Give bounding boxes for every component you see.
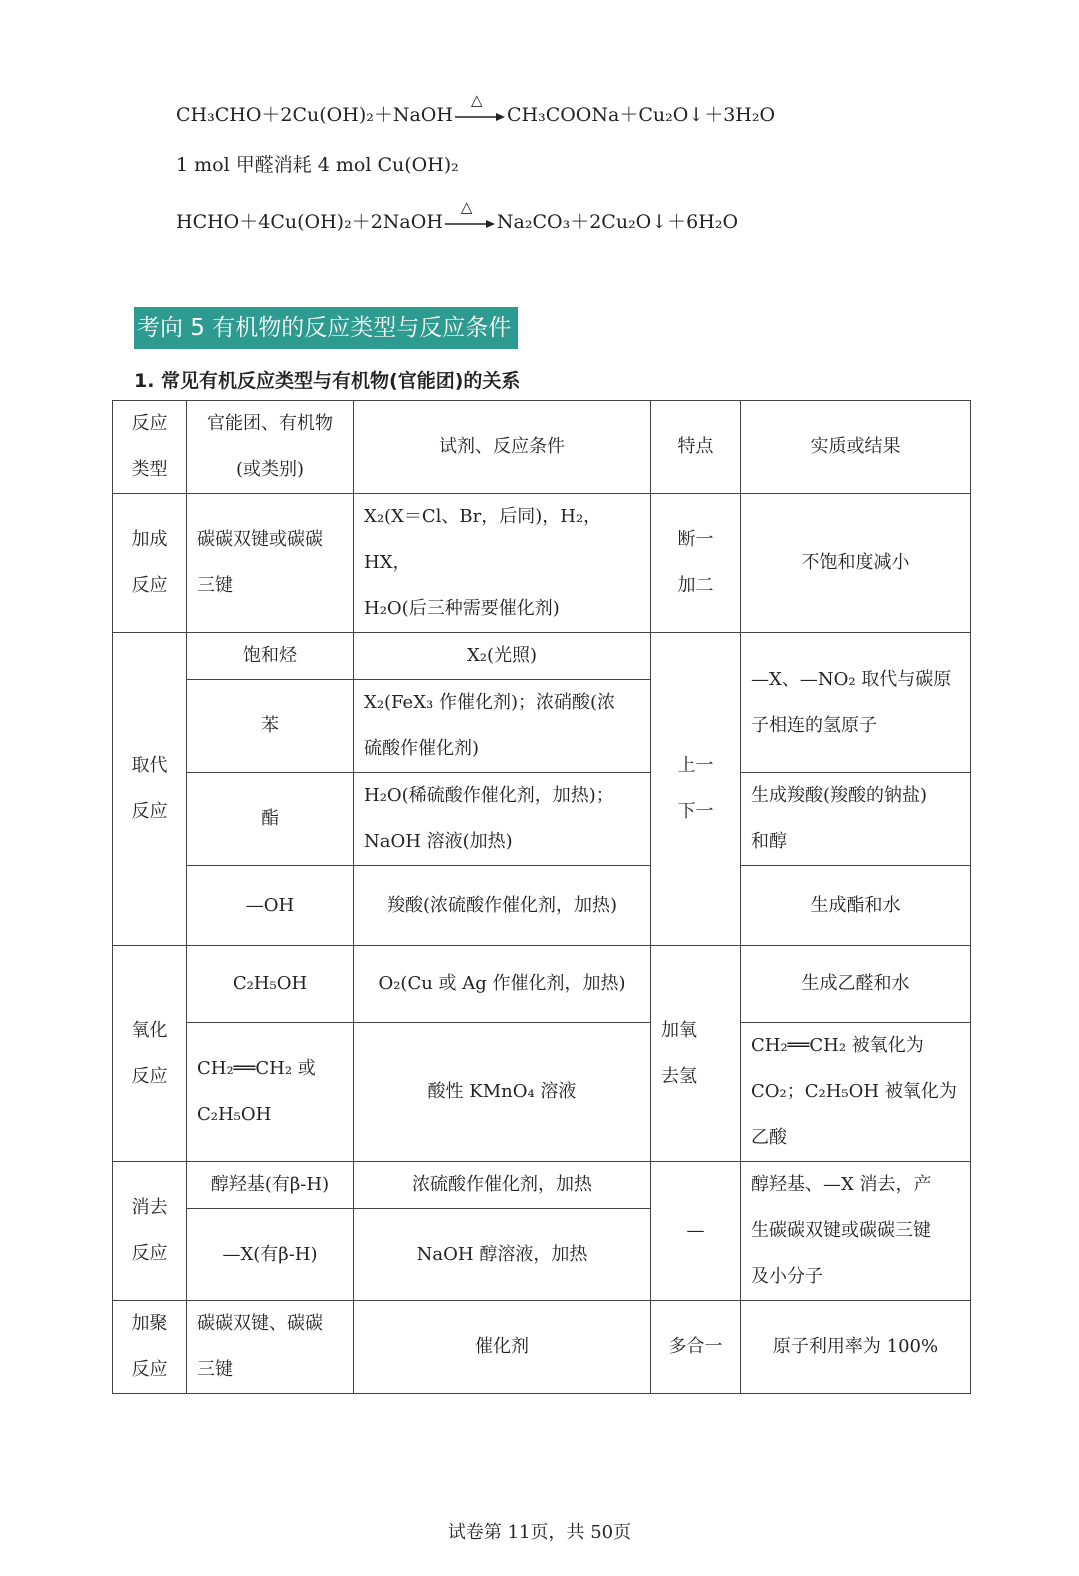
substitution-cond-ester: H₂O(稀硫酸作催化剂，加热)； NaOH 溶液(加热) — [354, 773, 651, 866]
section-banner: 考向 5 有机物的反应类型与反应条件 — [134, 307, 518, 349]
addition-result: 不饱和度减小 — [741, 494, 971, 633]
table-row — [113, 494, 971, 633]
header-type: 反应 类型 — [113, 401, 187, 494]
polymerization-feature: 多合一 — [651, 1301, 741, 1394]
table-header-row — [113, 401, 971, 494]
table-row — [113, 633, 971, 680]
equation-formaldehyde — [176, 198, 739, 234]
elimination-cond-alcohol: 浓硫酸作催化剂，加热 — [354, 1162, 651, 1209]
elimination-group-alcohol: 醇羟基(有β-H) — [187, 1162, 354, 1209]
polymerization-type: 加聚 反应 — [113, 1301, 187, 1394]
substitution-group-benzene: 苯 — [187, 680, 354, 773]
note-line: 1 mol 甲醛消耗 4 mol Cu(OH)₂ — [176, 154, 459, 176]
substitution-cond-saturated: X₂(光照) — [354, 633, 651, 680]
elimination-result: 醇羟基、—X 消去，产 生碳碳双键或碳碳三键 及小分子 — [741, 1162, 971, 1301]
header-result: 实质或结果 — [741, 401, 971, 494]
equation-left: HCHO＋4Cu(OH)₂＋2NaOH — [176, 211, 443, 233]
reaction-type-table — [112, 400, 971, 1394]
substitution-feature: 上一 下一 — [651, 633, 741, 946]
elimination-cond-halide: NaOH 醇溶液，加热 — [354, 1209, 651, 1301]
substitution-group-hydroxyl: —OH — [187, 866, 354, 946]
table-row — [113, 866, 971, 946]
oxidation-cond-catalytic: O₂(Cu 或 Ag 作催化剂，加热) — [354, 946, 651, 1023]
substitution-cond-benzene: X₂(FeX₃ 作催化剂)；浓硝酸(浓 硫酸作催化剂) — [354, 680, 651, 773]
table-row — [113, 1023, 971, 1162]
equation-acetaldehyde — [176, 91, 776, 127]
oxidation-result-kmno4: CH₂══CH₂ 被氧化为 CO₂；C₂H₅OH 被氧化为 乙酸 — [741, 1023, 971, 1162]
table-row — [113, 773, 971, 866]
table-row — [113, 1162, 971, 1209]
elimination-feature: — — [651, 1162, 741, 1301]
header-group: 官能团、有机物 (或类别) — [187, 401, 354, 494]
reaction-arrow-icon — [445, 198, 495, 230]
oxidation-group-ethylene: CH₂══CH₂ 或 C₂H₅OH — [187, 1023, 354, 1162]
page-footer: 试卷第 11页，共 50页 — [447, 1522, 632, 1543]
header-feature: 特点 — [651, 401, 741, 494]
table-row — [113, 946, 971, 1023]
polymerization-group: 碳碳双键、碳碳 三键 — [187, 1301, 354, 1394]
equation-right: Na₂CO₃＋2Cu₂O↓＋6H₂O — [496, 211, 739, 233]
substitution-cond-hydroxyl: 羧酸(浓硫酸作催化剂，加热) — [354, 866, 651, 946]
equation-left: CH₃CHO＋2Cu(OH)₂＋NaOH — [176, 104, 453, 126]
reaction-arrow-icon — [455, 91, 505, 123]
elimination-group-halide: —X(有β-H) — [187, 1209, 354, 1301]
table-row — [113, 1301, 971, 1394]
oxidation-group-ethanol: C₂H₅OH — [187, 946, 354, 1023]
heat-condition: △ — [460, 198, 473, 216]
header-conditions: 试剂、反应条件 — [354, 401, 651, 494]
oxidation-cond-kmno4: 酸性 KMnO₄ 溶液 — [354, 1023, 651, 1162]
elimination-type: 消去 反应 — [113, 1162, 187, 1301]
addition-type: 加成 反应 — [113, 494, 187, 633]
equation-right: CH₃COONa＋Cu₂O↓＋3H₂O — [506, 104, 776, 126]
oxidation-feature: 加氧 去氢 — [651, 946, 741, 1162]
polymerization-conditions: 催化剂 — [354, 1301, 651, 1394]
substitution-group-ester: 酯 — [187, 773, 354, 866]
substitution-result-halogen: —X、—NO₂ 取代与碳原 子相连的氢原子 — [741, 633, 971, 773]
substitution-group-saturated: 饱和烃 — [187, 633, 354, 680]
oxidation-result-acetaldehyde: 生成乙醛和水 — [741, 946, 971, 1023]
addition-group: 碳碳双键或碳碳 三键 — [187, 494, 354, 633]
addition-conditions: X₂(X＝Cl、Br，后同)，H₂，HX， H₂O(后三种需要催化剂) — [354, 494, 651, 633]
substitution-result-hydroxyl: 生成酯和水 — [741, 866, 971, 946]
addition-feature: 断一 加二 — [651, 494, 741, 633]
section-subtitle: 1. 常见有机反应类型与有机物(官能团)的关系 — [134, 370, 521, 392]
substitution-type: 取代 反应 — [113, 633, 187, 946]
heat-condition: △ — [470, 91, 483, 109]
oxidation-type: 氧化 反应 — [113, 946, 187, 1162]
substitution-result-ester: 生成羧酸(羧酸的钠盐) 和醇 — [741, 773, 971, 866]
polymerization-result: 原子利用率为 100% — [741, 1301, 971, 1394]
